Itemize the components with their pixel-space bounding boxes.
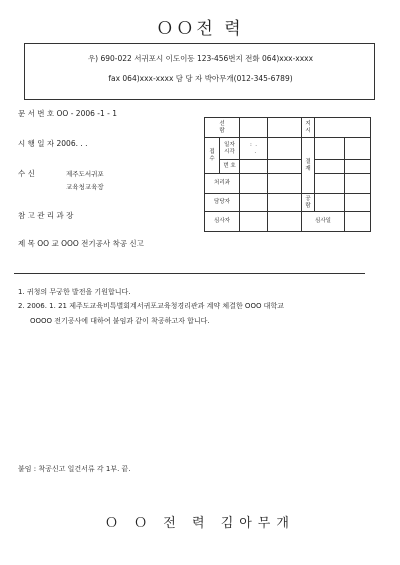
doc-number: 문 서 번 호 OO - 2006 -1 - 1 [18,109,117,118]
cell-empty [240,212,268,232]
cell-empty [268,174,302,194]
cell-empty [315,160,345,174]
cell-simsaja: 심사자 [205,212,240,232]
cell-empty [268,160,302,174]
cell-empty [268,212,302,232]
cell-damdangja: 담당자 [205,194,240,212]
body-paragraph-1: 1. 귀청의 무궁한 발전을 기원합니다. [18,288,131,296]
cell-ilja-sigak: 일자 시각 [220,138,240,160]
approval-table [204,117,371,232]
issue-date: 시 행 일 자 2006. . . [18,139,88,148]
cell-empty [345,212,371,232]
cell-empty [345,138,371,160]
address-box [24,43,375,100]
document-title: ＯＯ전 력 [156,19,244,39]
body-paragraph-2: 2. 2006. 1. 21 제주도교육비특별회계서귀포교육청경리관과 계약 체결한 OOO 대학교 [18,302,284,310]
subject: 제 목 OO 교 OOO 전기공사 착공 신고 [18,239,144,248]
attachment: 붙임 : 착공신고 일건서류 각 1부. 끝. [18,465,131,473]
cell-empty [268,138,302,160]
cell-empty [315,174,345,194]
cell-empty [268,194,302,212]
cell-jeopsu: 접 수 [205,138,220,174]
cell-empty [240,160,268,174]
body-paragraph-2-cont: OOOO 전기공사에 대하여 붙임과 같이 착공하고자 합니다. [30,317,210,325]
cell-empty [315,118,371,138]
cell-seonjeop: 선 람 [205,118,240,138]
cell-empty [240,118,268,138]
cell-empty [240,194,268,212]
cell-empty [315,194,345,212]
reference: 참 고 관 리 과 장 [18,211,74,220]
divider [14,273,365,274]
recipient-line-2: 교육청교육장 [66,183,104,191]
cell-jisi: 지 시 [302,118,315,138]
cell-empty [345,174,371,194]
cell-empty [345,160,371,174]
signature-footer: Ｏ Ｏ 전 력 김아무개 [105,516,295,531]
cell-beonho: 번 호 [220,160,240,174]
cell-gyeoljae: 결 재 [302,138,315,194]
recipient-label: 수 신 [18,169,35,178]
recipient-line-1: 제주도서귀포 [66,170,104,178]
address-line-2: fax 064)xxx-xxxx 담 당 자 박아무개(012-345-6789) [108,74,293,83]
cell-empty [315,138,345,160]
cell-simsail: 심사일 [302,212,345,232]
cell-empty [240,174,268,194]
cell-gonggam: 공 람 [302,194,315,212]
cell-empty [268,118,302,138]
cell-empty [345,194,371,212]
cell-dots: : . . [240,138,268,160]
cell-cheorigwa: 처리과 [205,174,240,194]
address-line-1: 우) 690-022 서귀포시 이도이동 123-456번지 전화 064)xxx-xxxx [87,54,314,63]
